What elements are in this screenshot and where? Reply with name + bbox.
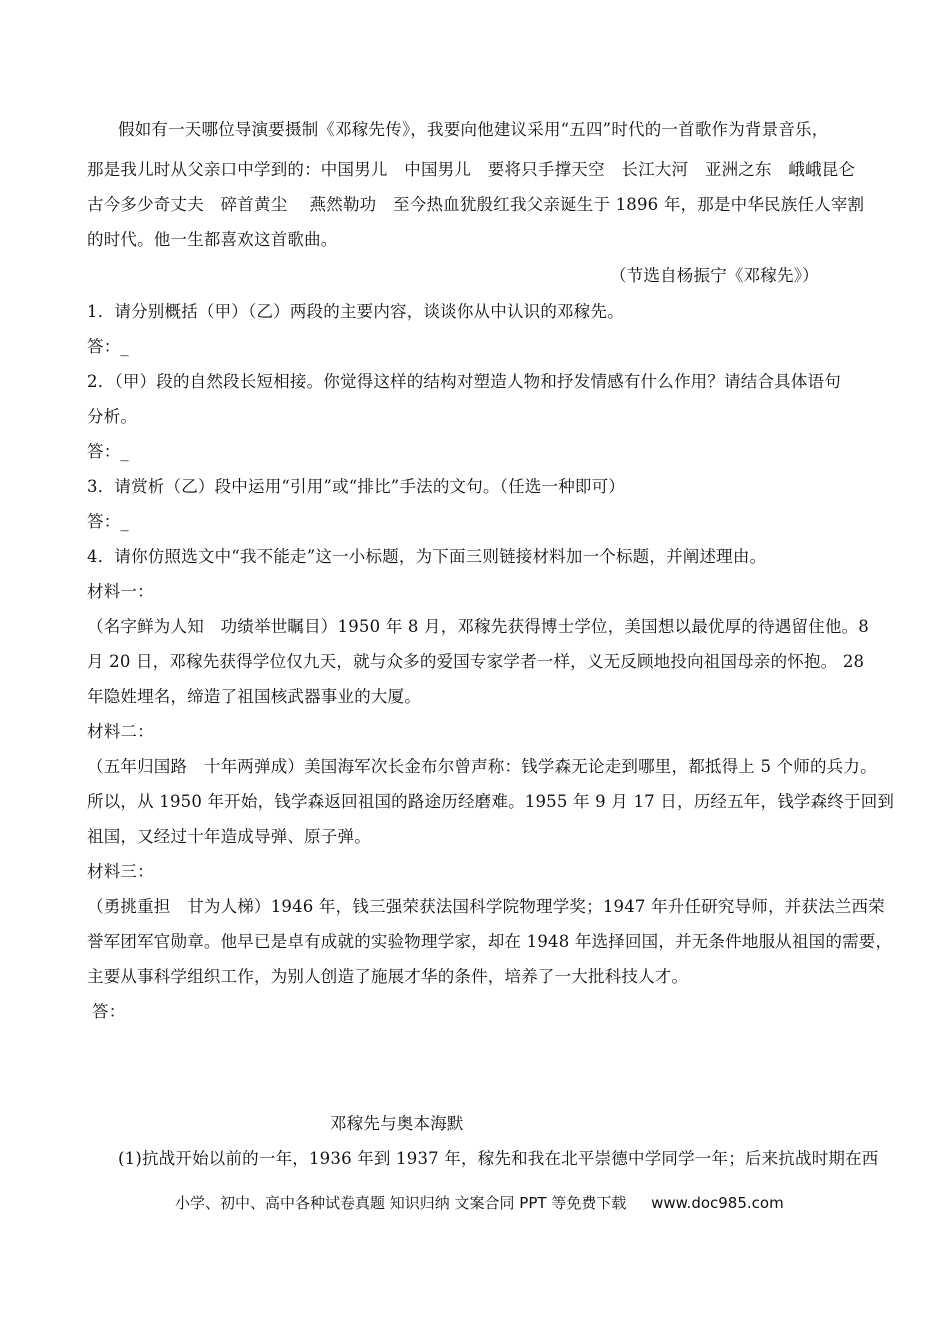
passage-line-2: 那是我儿时从父亲口中学到的：中国男儿 中国男儿 要将只手撑天空 长江大河 亚洲之东 峨峨昆仑 [87, 160, 856, 179]
question-1: 1．请分别概括（甲）（乙）两段的主要内容，谈谈你从中认识的邓稼先。 [87, 302, 624, 321]
material-3-label: 材料三： [87, 862, 154, 881]
question-2: 2．（甲）段的自然段长短相接。你觉得这样的结构对塑造人物和抒发情感有什么作用？请结合具体语句 [87, 372, 841, 391]
material-3-line: 主要从事科学组织工作，为别人创造了施展才华的条件，培养了一大批科技人才。 [87, 967, 689, 986]
answer-2: 答：_ [87, 442, 129, 461]
material-2-line: （五年归国路 十年两弹成）美国海军次长金布尔曾声称：钱学森无论走到哪里，都抵得上 5 个师的兵力。 [87, 757, 877, 776]
material-3-line: 誉军团军官勋章。他早已是卓有成就的实验物理学家，却在 1948 年选择回国，并无条件地服从祖国的需要， [87, 932, 893, 951]
section-title: 邓稼先与奥本海默 [330, 1114, 464, 1133]
material-1-line: （名字鲜为人知 功绩举世瞩目）1950 年 8 月，邓稼先获得博士学位，美国想以最优厚的待遇留住他。8 [87, 617, 869, 636]
footer [175, 1192, 784, 1213]
answer-3: 答：_ [87, 512, 129, 531]
passage-line-4: 的时代。他一生都喜欢这首歌曲。 [87, 230, 338, 249]
answer-4: 答： [92, 1002, 126, 1021]
material-2-label: 材料二： [87, 722, 154, 741]
question-3: 3．请赏析（乙）段中运用“引用”或“排比”手法的文句。（任选一种即可） [87, 477, 625, 496]
passage-line-1: 假如有一天哪位导演要摄制《邓稼先传》，我要向他建议采用“五四”时代的一首歌作为背景音乐， [118, 120, 829, 139]
material-1-line: 年隐姓埋名，缔造了祖国核武器事业的大厦。 [87, 687, 421, 706]
material-1-label: 材料一： [87, 582, 154, 601]
passage-line-3: 古今多少奇丈夫 碎首黄尘 燕然勒功 至今热血犹殷红我父亲诞生于 1896 年，那是中华民族任人宰割 [87, 195, 865, 214]
question-4: 4．请你仿照选文中“我不能走”这一小标题，为下面三则链接材料加一个标题，并阐述理由。 [87, 547, 767, 566]
passage-source: （节选自杨振宁《邓稼先》） [610, 266, 819, 285]
answer-1: 答：_ [87, 337, 129, 356]
footer-text: 小学、初中、高中各种试卷真题 知识归纳 文案合同 PPT 等免费下载 [175, 1194, 627, 1212]
material-1-line: 月 20 日，邓稼先获得学位仅九天，就与众多的爱国专家学者一样，义无反顾地投向祖国母亲的怀抱。 28 [87, 652, 865, 671]
material-2-line: 祖国，又经过十年造成导弹、原子弹。 [87, 827, 371, 846]
question-2-cont: 分析。 [87, 407, 138, 426]
material-3-line: （勇挑重担 甘为人梯）1946 年，钱三强荣获法国科学院物理学奖；1947 年升任研究导师，并获法兰西荣 [87, 897, 885, 916]
footer-url[interactable]: www.doc985.com [651, 1194, 784, 1212]
material-2-line: 所以，从 1950 年开始，钱学森返回祖国的路途历经磨难。1955 年 9 月 17 日，历经五年，钱学森终于回到 [87, 792, 895, 811]
section-first-line: (1)抗战开始以前的一年，1936 年到 1937 年，稼先和我在北平崇德中学同学一年；后来抗战时期在西 [118, 1149, 879, 1168]
